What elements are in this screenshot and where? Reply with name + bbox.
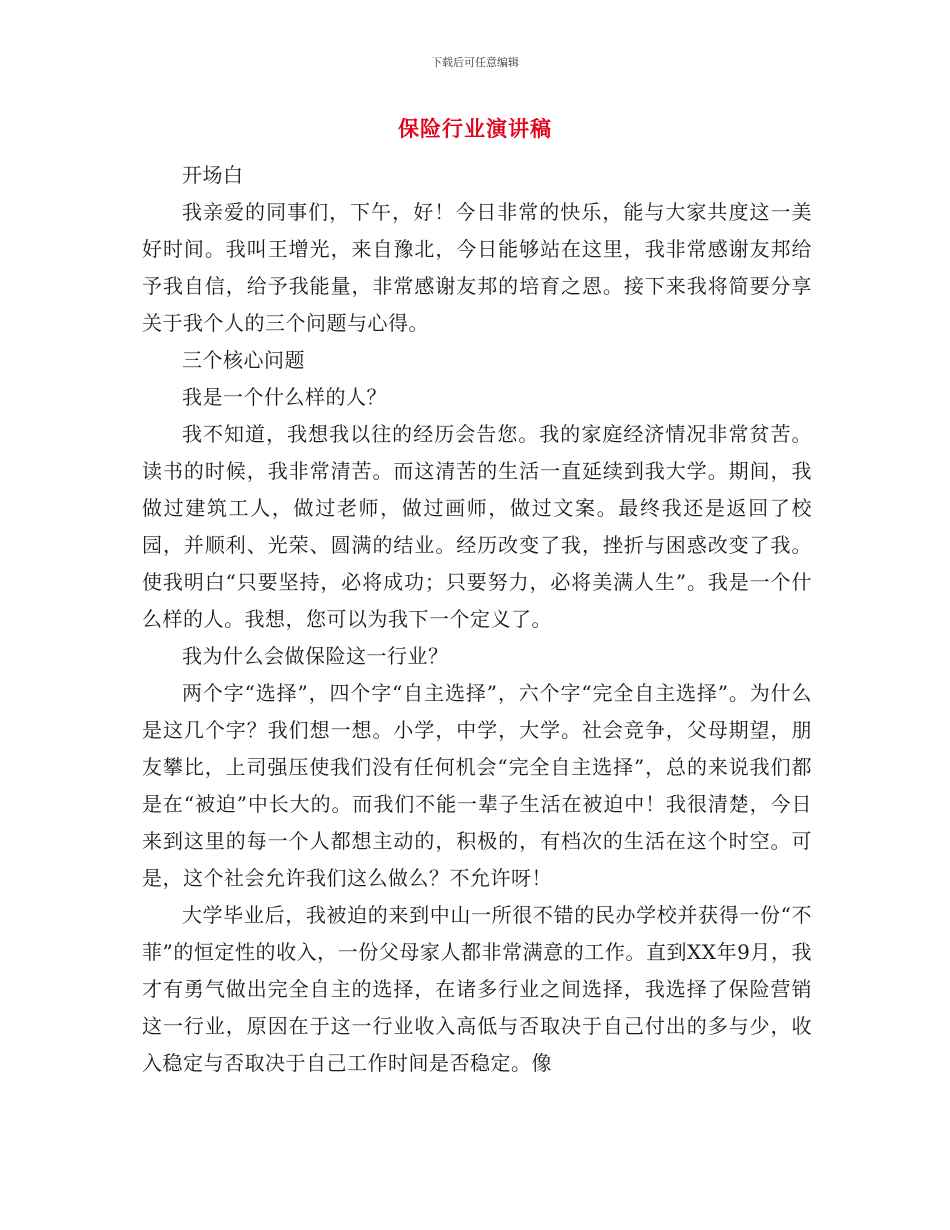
paragraph-opening-heading: 开场白 <box>182 163 244 187</box>
document-title: 保险行业演讲稿 <box>398 117 552 141</box>
paragraph-after-graduation: 大学毕业后，我被迫的来到中山一所很不错的民办学校并获得一份“不菲”的恒定性的收入，一份父母家人都非常满意的工作。直到XX年9月，我才有勇气做出完全自主的选择，在诸多行业之间选择，我选择了保险营销这一行业，原因在于这一行业收入高低与否取决于自己付出的多与少，收入稳定与否取决于自己工作时间是否稳定。像 <box>142 903 812 1075</box>
paragraph-core-questions-heading: 三个核心问题 <box>182 348 305 372</box>
paragraph-choice: 两个字“选择”，四个字“自主选择”，六个字“完全自主选择”。为什么是这几个字？我们想一想。小学，中学，大学。社会竞争，父母期望，朋友攀比，上司强压使我们没有任何机会“完全自主选择”，总的来说我们都是在“被迫”中长大的。而我们不能一辈子生活在被迫中！我很清楚，今日来到这里的每一个人都想主动的，积极的，有档次的生活在这个时空。可是，这个社会允许我们这么做么？不允许呀！ <box>142 681 812 890</box>
paragraph-background: 我不知道，我想我以往的经历会告您。我的家庭经济情况非常贫苦。读书的时候，我非常清苦。而这清苦的生活一直延续到我大学。期间，我做过建筑工人，做过老师，做过画师，做过文案。最终我还是返回了校园，并顺利、光荣、圆满的结业。经历改变了我，挫折与困惑改变了我。使我明白“只要坚持，必将成功；只要努力，必将美满人生”。我是一个什么样的人。我想，您可以为我下一个定义了。 <box>142 422 812 631</box>
paragraph-question-one: 我是一个什么样的人？ <box>182 385 387 409</box>
document-body <box>142 157 812 1082</box>
paragraph-greeting: 我亲爱的同事们，下午，好！今日非常的快乐，能与大家共度这一美好时间。我叫王增光，来自豫北，今日能够站在这里，我非常感谢友邦给予我自信，给予我能量，非常感谢友邦的培育之恩。接下来我将简要分享关于我个人的三个问题与心得。 <box>142 200 812 335</box>
paragraph-question-two: 我为什么会做保险这一行业？ <box>182 644 449 668</box>
page-header-note: 下载后可任意编辑 <box>431 56 519 69</box>
